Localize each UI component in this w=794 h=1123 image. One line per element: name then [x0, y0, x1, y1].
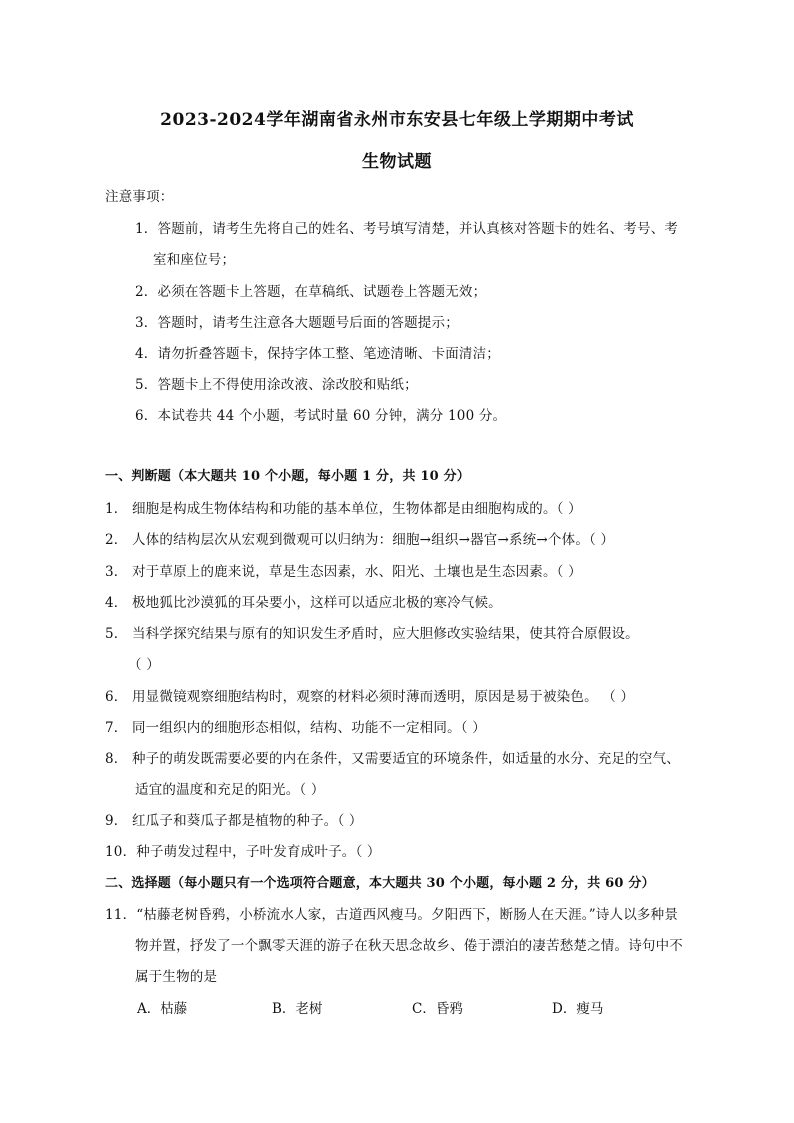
question-line: 适宜的温度和充足的阳光。（ ） — [135, 782, 325, 798]
notice-item: 4．请勿折叠答题卡，保持字体工整、笔迹清晰、卡面清洁； — [135, 346, 500, 362]
notice-item: 室和座位号； — [153, 252, 236, 268]
question-line: 5． 当科学探究结果与原有的知识发生矛盾时，应大胆修改实验结果，使其符合原假设。 — [105, 626, 639, 642]
notice-item: 6．本试卷共 44 个小题，考试时量 60 分钟，满分 100 分。 — [135, 408, 507, 424]
option-a: A．枯藤 — [137, 1001, 188, 1017]
question-line: 11．“枯藤老树昏鸦，小桥流水人家，古道西风瘦马。夕阳西下，断肠人在天涯。”诗人以多种景 — [105, 907, 679, 923]
question-line: （ ） — [128, 657, 160, 673]
question-line: 属于生物的是 — [135, 969, 218, 985]
notice-heading: 注意事项： — [105, 189, 174, 205]
option-d: D．瘦马 — [552, 1001, 604, 1017]
question-line: 9． 红瓜子和葵瓜子都是植物的种子。（ ） — [105, 813, 363, 829]
exam-title: 2023-2024学年湖南省永州市东安县七年级上学期期中考试 — [160, 110, 634, 130]
notice-item: 3．答题时，请考生注意各大题题号后面的答题提示； — [135, 315, 459, 331]
notice-item: 5．答题卡上不得使用涂改液、涂改胶和贴纸； — [135, 377, 418, 393]
question-line: 3． 对于草原上的鹿来说，草是生态因素，水、阳光、土壤也是生态因素。（ ） — [105, 564, 582, 580]
section-heading-judgment: 一、判断题（本大题共 10 个小题，每小题 1 分，共 10 分） — [105, 469, 470, 484]
question-line: 4． 极地狐比沙漠狐的耳朵要小，这样可以适应北极的寒冷气候。 — [105, 595, 502, 611]
question-line: 7． 同一组织内的细胞形态相似，结构、功能不一定相同。（ ） — [105, 720, 486, 736]
section-heading-choice: 二、选择题（每小题只有一个选项符合题意，本大题共 30 个小题，每小题 2 分，共 60 分） — [105, 876, 655, 891]
question-line: 2． 人体的结构层次从宏观到微观可以归纳为：细胞→组织→器官→系统→个体。（ ） — [105, 532, 615, 548]
question-line: 1． 细胞是构成生物体结构和功能的基本单位，生物体都是由细胞构成的。（ ） — [105, 501, 582, 517]
question-line: 8． 种子的萌发既需要必要的内在条件，又需要适宜的环境条件，如适量的水分、充足的空气、 — [105, 751, 680, 767]
option-c: C．昏鸦 — [412, 1001, 463, 1017]
question-line: 6． 用显微镜观察细胞结构时，观察的材料必须时薄而透明，原因是易于被染色。 （ ） — [105, 689, 635, 705]
question-line: 物并置，抒发了一个飘零天涯的游子在秋天思念故乡、倦于漂泊的凄苦愁楚之情。诗句中不 — [135, 938, 683, 954]
option-b: B．老树 — [272, 1001, 323, 1017]
exam-subtitle: 生物试题 — [362, 152, 432, 172]
notice-item: 2．必须在答题卡上答题，在草稿纸、试题卷上答题无效； — [135, 284, 487, 300]
question-line: 10．种子萌发过程中，子叶发育成叶子。（ ） — [105, 844, 381, 860]
notice-item: 1．答题前，请考生先将自己的姓名、考号填写清楚，并认真核对答题卡的姓名、考号、考 — [135, 221, 679, 237]
